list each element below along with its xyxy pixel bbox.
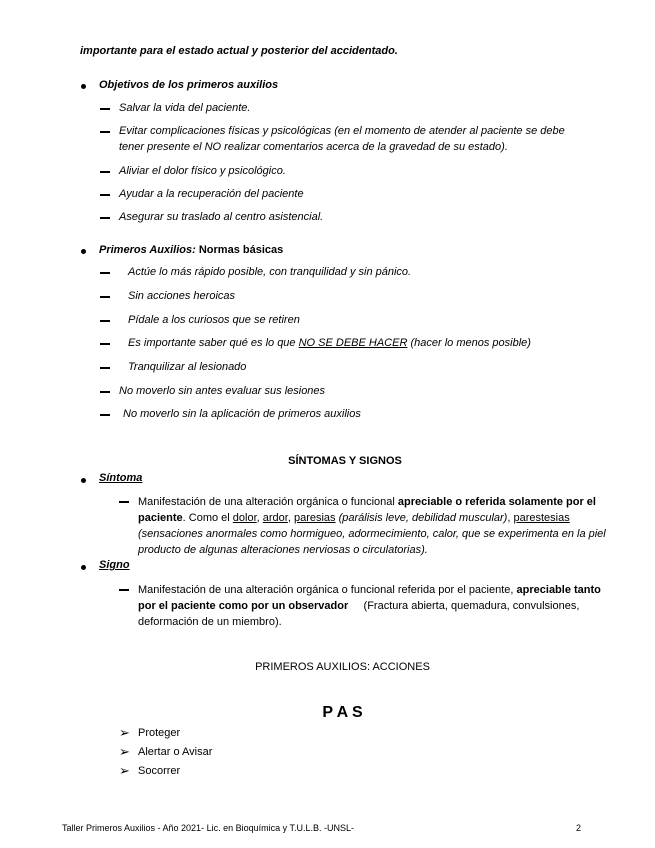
normas-item bbox=[128, 337, 531, 349]
arrow-bullet-icon: ➢ bbox=[119, 763, 130, 778]
normas-item: Actúe lo más rápido posible, con tranquilidad y sin pánico. bbox=[128, 266, 412, 278]
normas-title bbox=[99, 244, 283, 256]
dash-icon bbox=[100, 217, 110, 219]
arrow-bullet-icon: ➢ bbox=[119, 725, 130, 740]
footer-text: Taller Primeros Auxilios - Año 2021- Lic. en Bioquímica y T.U.L.B. -UNSL- bbox=[62, 823, 354, 833]
dash-icon bbox=[100, 108, 110, 110]
normas-item: No moverlo sin antes evaluar sus lesiones bbox=[119, 385, 326, 397]
sintoma-part: . Como el bbox=[182, 512, 233, 524]
pas-heading: P A S bbox=[322, 704, 363, 721]
normas-item-part: Es importante saber qué es lo que bbox=[128, 337, 299, 349]
dash-icon bbox=[100, 296, 110, 298]
signo-label: Signo bbox=[99, 559, 130, 571]
bullet-icon bbox=[81, 249, 86, 254]
objetivos-item: Asegurar su traslado al centro asistencial. bbox=[119, 211, 324, 223]
accion-item-socorrer: Socorrer bbox=[138, 765, 181, 777]
signo-part: Manifestación de una alteración orgánica o funcional referida por el paciente, bbox=[138, 584, 517, 596]
normas-item: No moverlo sin la aplicación de primeros auxilios bbox=[123, 408, 361, 420]
sintoma-sep: , bbox=[287, 512, 294, 524]
sintoma-paresias-note: (parálisis leve, debilidad muscular) bbox=[338, 512, 508, 524]
dash-icon bbox=[100, 320, 110, 322]
bullet-icon bbox=[81, 84, 86, 89]
sintoma-sep: , bbox=[256, 512, 263, 524]
accion-item-proteger: Proteger bbox=[138, 727, 181, 739]
objetivos-item: Aliviar el dolor físico y psicológico. bbox=[119, 165, 286, 177]
normas-item: Tranquilizar al lesionado bbox=[128, 361, 247, 373]
sintoma-term-parestesias: parestesias bbox=[513, 512, 570, 524]
objetivos-item: Salvar la vida del paciente. bbox=[119, 102, 251, 114]
bullet-icon bbox=[81, 565, 86, 570]
signo-definition bbox=[138, 582, 616, 630]
sintoma-term-paresias: paresias bbox=[293, 512, 336, 524]
objetivos-item: Evitar complicaciones físicas y psicológicas (en el momento de atender al paciente se debe bbox=[119, 125, 565, 137]
normas-item-emphasis: NO SE DEBE HACER bbox=[298, 337, 408, 349]
signo-examples: (Fractura abierta, quemadura, convulsiones, deformación de un miembro). bbox=[138, 600, 580, 628]
dash-icon bbox=[100, 171, 110, 173]
dash-icon bbox=[100, 194, 110, 196]
bullet-icon bbox=[81, 478, 86, 483]
sintoma-definition bbox=[138, 494, 616, 558]
arrow-bullet-icon: ➢ bbox=[119, 744, 130, 759]
objetivos-title: Objetivos de los primeros auxilios bbox=[99, 79, 279, 91]
sintoma-label: Síntoma bbox=[99, 472, 143, 484]
sintoma-parestesias-note: (sensaciones anormales como hormigueo, adormecimiento, calor, que se experimenta en la piel producto de algunas alteraciones nerviosas o circulatorias). bbox=[138, 528, 606, 556]
dash-icon bbox=[100, 343, 110, 345]
normas-item-part: (hacer lo menos posible) bbox=[407, 337, 531, 349]
sintoma-part: Manifestación de una alteración orgánica o funcional bbox=[138, 496, 398, 508]
sintoma-emphasis: apreciable o referida solamente por el paciente bbox=[138, 496, 596, 524]
acciones-heading: PRIMEROS AUXILIOS: ACCIONES bbox=[255, 661, 430, 673]
dash-icon bbox=[119, 589, 129, 591]
sintomas-heading: SÍNTOMAS Y SIGNOS bbox=[288, 455, 402, 467]
normas-item: Sin acciones heroicas bbox=[128, 290, 236, 302]
sintoma-term-ardor: ardor bbox=[262, 512, 288, 524]
dash-icon bbox=[100, 391, 110, 393]
dash-icon bbox=[100, 367, 110, 369]
objetivos-item: Ayudar a la recuperación del paciente bbox=[119, 188, 304, 200]
dash-icon bbox=[100, 272, 110, 274]
sintoma-sep: , bbox=[507, 512, 514, 524]
normas-title-italic: Primeros Auxilios: bbox=[99, 244, 196, 256]
dash-icon bbox=[119, 501, 129, 503]
dash-icon bbox=[100, 131, 110, 133]
normas-item: Pídale a los curiosos que se retiren bbox=[128, 314, 300, 326]
sintoma-term-dolor: dolor bbox=[232, 512, 257, 524]
intro-text: importante para el estado actual y posterior del accidentado. bbox=[80, 45, 398, 57]
accion-item-alertar: Alertar o Avisar bbox=[138, 746, 213, 758]
normas-title-bold: Normas básicas bbox=[195, 244, 284, 256]
dash-icon bbox=[100, 414, 110, 416]
objetivos-item-cont: tener presente el NO realizar comentarios acerca de la gravedad de su estado). bbox=[119, 141, 508, 153]
signo-emphasis: apreciable tanto por el paciente como por un observador bbox=[138, 584, 601, 612]
page-number: 2 bbox=[576, 823, 582, 833]
